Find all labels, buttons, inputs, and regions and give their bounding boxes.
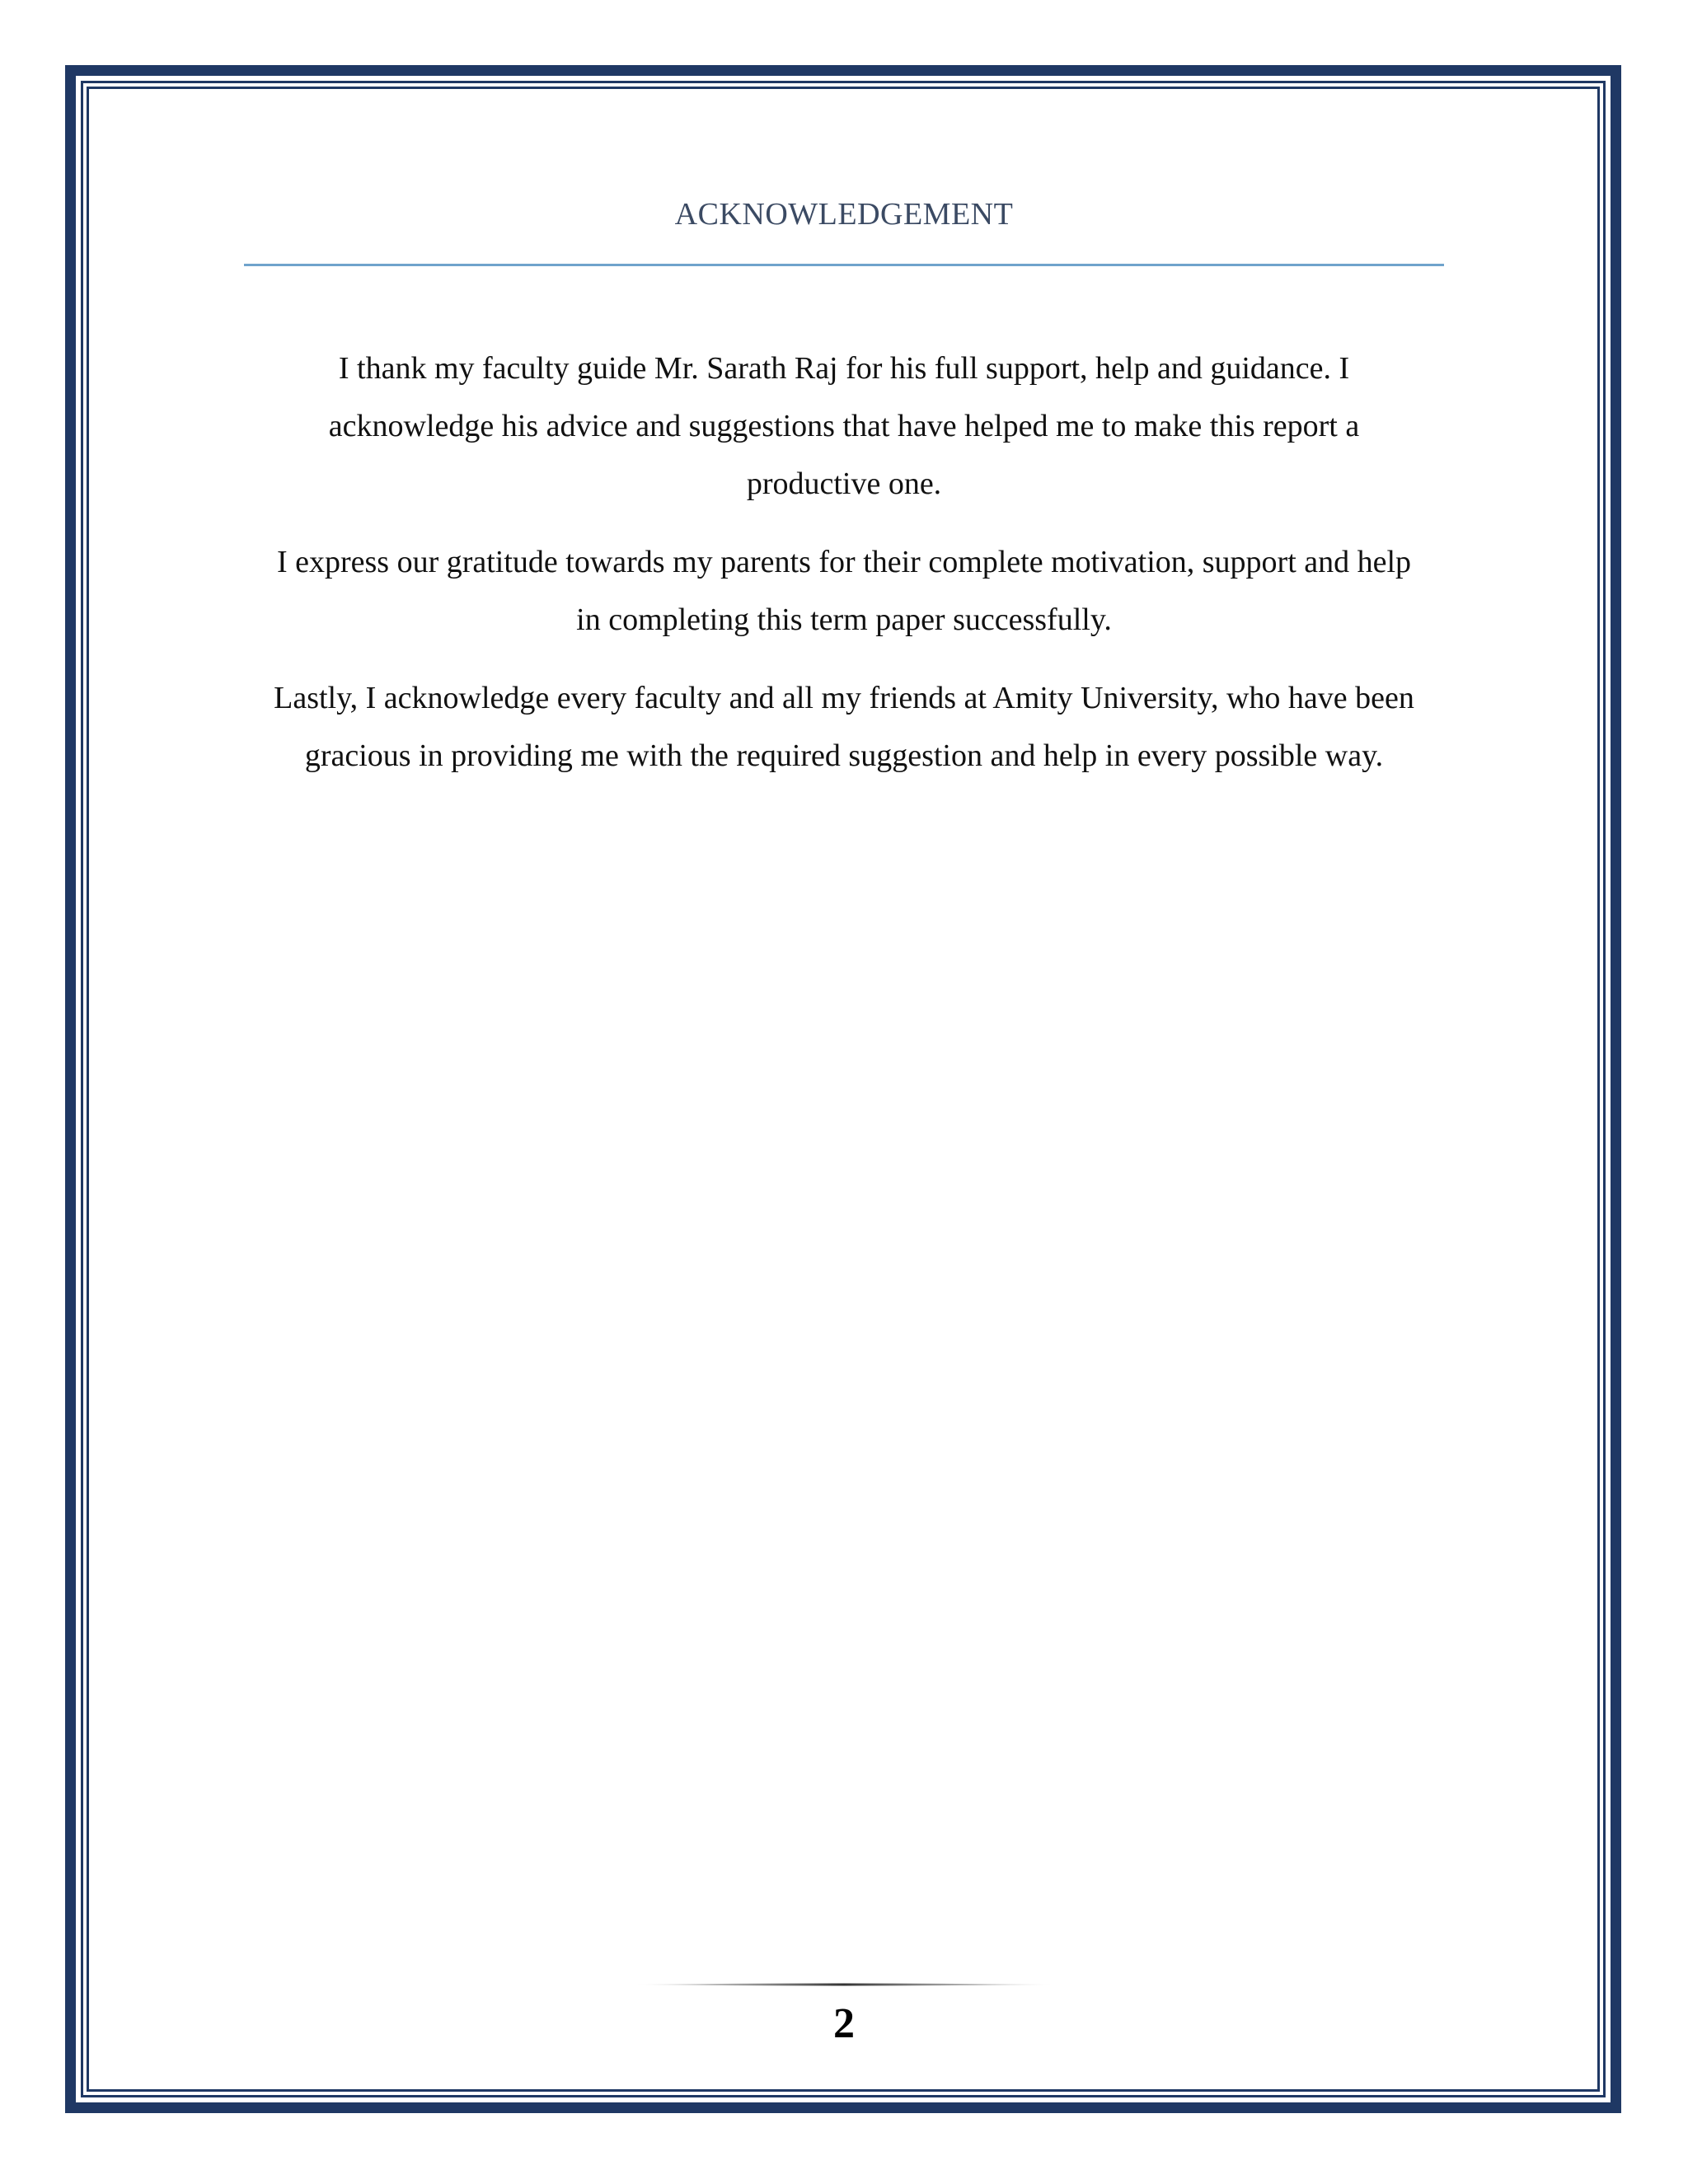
footer-divider <box>633 1983 1055 1986</box>
paragraph-parents: I express our gratitude towards my parents for their complete motivation, support and help in completing this term paper successfully. <box>276 545 1412 637</box>
paragraph-friends: Lastly, I acknowledge every faculty and all my friends at Amity University, who have been gracious in providing me with the required suggestion and help in every possible way. <box>274 681 1414 773</box>
acknowledgement-body <box>264 340 1424 805</box>
page-title: ACKNOWLEDGEMENT <box>674 197 1014 232</box>
page-number: 2 <box>833 2000 855 2047</box>
paragraph-faculty-guide: I thank my faculty guide Mr. Sarath Raj for his full support, help and guidance. I acknowledge his advice and suggestions that have helped me to make this report a productive one. <box>328 351 1360 501</box>
title-underline <box>244 264 1444 266</box>
